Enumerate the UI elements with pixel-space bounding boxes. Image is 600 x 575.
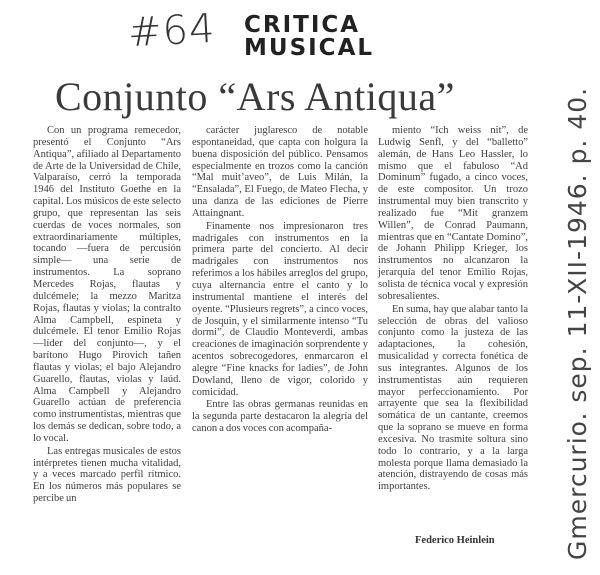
paragraph: carácter juglaresco de notable espontaneidad, que capta con holgura la buena disposición del público. Pensamos especialmente en trozos como la canción “Mal muit’aveo”, de Luis Milán, la “Ensalada”, El Fuego, de Mateo Flecha, y una danza de las ediciones de Pierre Attaingnant. [192,125,368,219]
article-headline: Conjunto “Ars Antiqua” [55,74,455,119]
article-column-1 [33,125,181,505]
paragraph: Finamente nos impresionaron tres madrigales con instrumentos en la primera parte del concierto. Al decir madrigales con instrumentos nos referimos a los hábiles arreglos del grupo, cuya alternancia entre el canto y lo instrumental mantiene el interés del oyente. “Plusieurs regrets”, a cinco voces, de Josquin, y el similarmente intenso “Tu dormi”, de Claudio Monteverdi, ambas creaciones de imaginación sorprendente y acentos sobrecogedores, enmarcaron el alegre “Fine knacks for ladies”, de John Dowland, lleno de vigor, colorido y comicidad. [192,220,368,398]
paragraph: Las entregas musicales de estos intérpretes tienen mucha vitalidad, y a veces marcado perfil rítmico. En los números más populares se percibe un [33,445,181,505]
handwritten-source-note: Gmercurio. sep. 11-XII-1946. p. 40. [563,86,592,560]
article-column-2 [192,125,368,435]
column-header [244,14,374,60]
author-signature: Federico Heinlein [415,535,495,546]
paragraph: miento “Ich weiss nit”, de Ludwig Senfl, y del “balletto” alemán, de Hans Leo Hassler, lo mismo que el fabuloso “Ad Dominum” fugado, a cinco voces, de este compositor. Un trozo instrumental muy bien transcrito y realizado fue “Mit granzem Willen”, de Conrad Paumann, mientras que en “Cantate Domino”, de Johann Philipp Krieger, los instrumentos no alcanzaron la jerarquía del tenor Emilio Rojas, solista de técnica vocal y expresión sobresalientes. [378,125,528,302]
paragraph: Entre las obras germanas reunidas en la segunda parte destacaron la alegría del canon a dos voces con acompaña- [192,399,368,435]
column-title-critica: CRITICA [244,12,361,38]
paragraph: Con un programa remecedor, presentó el Conjunto “Ars Antiqua”, afiliado al Departamento de Arte de la Universidad de Chile, Valparaíso, cerró la temporada 1946 del Instituto Goethe en la capital. Los músicos de este selecto grupo, que representan las seis cuerdas de voces normales, son extraordinariamente múltiples, tocando —fuera de percusión simple— una serie de instrumentos. La soprano Mercedes Rojas, flautas y dulcémele; la mezzo Maritza Rojas, flautas y violas; la contralto Alma Campbell, espineta y dulcémele. El tenor Emilio Rojas —líder del conjunto—, y el barítono Hugo Pirovich tañen flautas y violas; el bajo Alejandro Guarello, flautas, violas y laúd. Alma Campbell y Alejandro Guarello actúan de preferencia como instrumentistas, mientras que los demás se dedican, sobre todo, a lo vocal. [33,125,181,444]
column-title-musical: MUSICAL [244,35,375,61]
article-column-3 [378,125,528,493]
handwritten-catalog-number: #64 [126,5,217,57]
paragraph: En suma, hay que alabar tanto la selección de obras del valioso conjunto como la justeza de las adaptaciones, la cohesión, musicalidad y correcta fonética de sus integrantes. Algunos de los instrumentistas aún requieren mayor perfeccionamiento. Por arrayente que sea la flexibilidad somática de un cantante, creemos que la soprano se mueve en forma excesiva. No trasmite soltura sino todo lo contrario, y a la larga molesta porque llama demasiado la atención, distrayendo de cosas más importantes. [378,303,528,493]
